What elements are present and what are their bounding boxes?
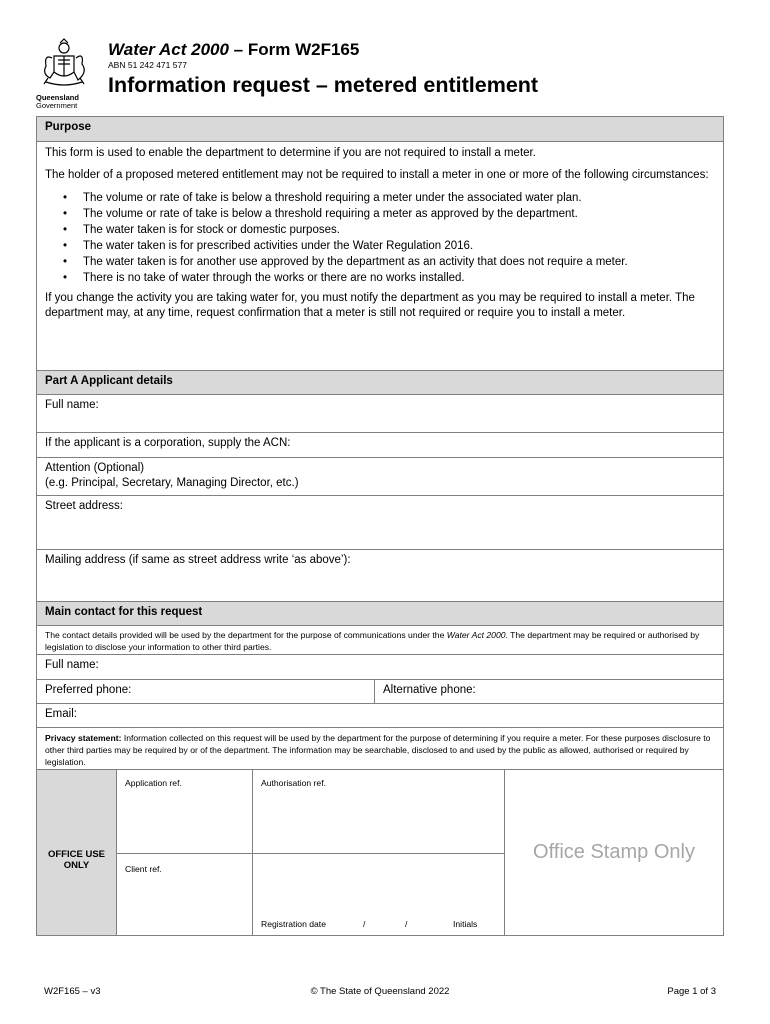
office-use-line1: OFFICE USE — [47, 848, 105, 860]
preferred-phone-field[interactable] — [37, 680, 375, 703]
page-header — [36, 36, 736, 114]
contact-note-text: The contact details provided will be used by the department for the purpose of communications under the — [45, 630, 447, 640]
office-stamp-area — [505, 770, 723, 935]
form-version: W2F165 – v3 — [44, 986, 101, 997]
purpose-heading: Purpose — [37, 117, 723, 141]
contact-note — [37, 625, 723, 654]
authorisation-ref-label: Authorisation ref. — [261, 778, 326, 788]
contact-full-name-field[interactable] — [37, 654, 723, 679]
client-ref-label: Client ref. — [125, 864, 162, 874]
date-separator: / — [405, 919, 408, 929]
office-use-section — [37, 769, 723, 935]
privacy-label: Privacy statement: — [45, 733, 122, 743]
initials-label: Initials — [453, 919, 478, 929]
logo-government: Government — [36, 101, 78, 110]
purpose-paragraph: The holder of a proposed metered entitlement may not be required to install a meter in one or more of the following circumstances: — [45, 169, 709, 181]
purpose-section — [37, 141, 723, 370]
registration-date-cell — [253, 853, 504, 935]
phone-row — [37, 679, 723, 703]
preferred-phone-label: Preferred phone: — [45, 684, 132, 696]
office-col-refs — [117, 770, 253, 935]
acn-field[interactable] — [37, 432, 723, 457]
attention-field[interactable] — [37, 457, 723, 495]
copyright: © The State of Queensland 2022 — [310, 986, 450, 997]
form-number: – Form W2F165 — [228, 40, 360, 59]
authorisation-ref-cell — [253, 770, 504, 853]
coat-of-arms-icon — [38, 36, 90, 92]
full-name-label: Full name: — [45, 399, 99, 411]
queensland-government-logo — [36, 36, 96, 112]
privacy-statement — [37, 727, 723, 769]
acn-label: If the applicant is a corporation, supply the ACN: — [45, 437, 291, 449]
office-use-label — [37, 770, 117, 935]
client-ref-cell — [117, 853, 252, 935]
alternative-phone-label: Alternative phone: — [383, 684, 476, 696]
part-a-heading: Part A Applicant details — [37, 370, 723, 394]
abn: ABN 51 242 471 577 — [108, 60, 187, 70]
main-contact-heading: Main contact for this request — [37, 601, 723, 625]
full-name-field[interactable] — [37, 394, 723, 432]
list-item: • The water taken is for prescribed activities under the Water Regulation 2016. — [63, 238, 723, 254]
list-item: • The volume or rate of take is below a threshold requiring a meter as approved by the department. — [63, 206, 723, 222]
form-title-line — [108, 40, 359, 60]
list-item: • The water taken is for another use approved by the department as an activity that does not require a meter. — [63, 254, 723, 270]
attention-example: (e.g. Principal, Secretary, Managing Director, etc.) — [45, 477, 299, 489]
office-col-authorisation — [253, 770, 505, 935]
page-number: Page 1 of 3 — [667, 986, 716, 997]
registration-date-label: Registration date — [261, 919, 326, 929]
contact-full-name-label: Full name: — [45, 659, 99, 671]
mailing-address-label: Mailing address (if same as street address write ‘as above’): — [45, 554, 351, 566]
email-label: Email: — [45, 708, 77, 720]
page-title: Information request – metered entitlement — [108, 73, 539, 97]
purpose-intro: This form is used to enable the department to determine if you are not required to install a meter. — [45, 147, 536, 159]
attention-label: Attention (Optional) — [45, 462, 145, 474]
street-address-label: Street address: — [45, 500, 123, 512]
logo-queensland: Queensland — [36, 93, 79, 102]
act-name: Water Act 2000 — [108, 40, 229, 59]
contact-note-text-end: . The department may be required or authorised by legislation to disclose your information to other third parties. — [45, 630, 700, 652]
list-item: • The volume or rate of take is below a threshold requiring a meter under the associated water plan. — [63, 190, 723, 206]
application-ref-cell — [117, 770, 252, 853]
street-address-field[interactable] — [37, 495, 723, 549]
circumstances-list — [37, 190, 723, 286]
email-field[interactable] — [37, 703, 723, 727]
contact-note-act: Water Act 2000 — [446, 630, 506, 640]
office-use-line2: ONLY — [63, 859, 90, 871]
mailing-address-field[interactable] — [37, 549, 723, 601]
list-item: • The water taken is for stock or domestic purposes. — [63, 222, 723, 238]
form-table — [36, 116, 724, 936]
privacy-text: Information collected on this request will be used by the department for the purpose of determining if you require a meter. For these purposes disclosure to other third parties may be required by or of the department. The information may be searchable, disclosed to and used by the public as allowed, authorised or required by legislation. — [45, 733, 711, 767]
list-item: • There is no take of water through the works or there are no works installed. — [63, 270, 723, 286]
application-ref-label: Application ref. — [125, 778, 182, 788]
purpose-closing: If you change the activity you are taking water for, you must notify the department as you may be required to install a meter. The department may, at any time, request confirmation that a meter is still not required or require you to install a meter. — [45, 292, 695, 319]
alternative-phone-field[interactable] — [375, 680, 723, 703]
date-separator: / — [363, 919, 366, 929]
office-stamp-text: Office Stamp Only — [533, 841, 695, 863]
